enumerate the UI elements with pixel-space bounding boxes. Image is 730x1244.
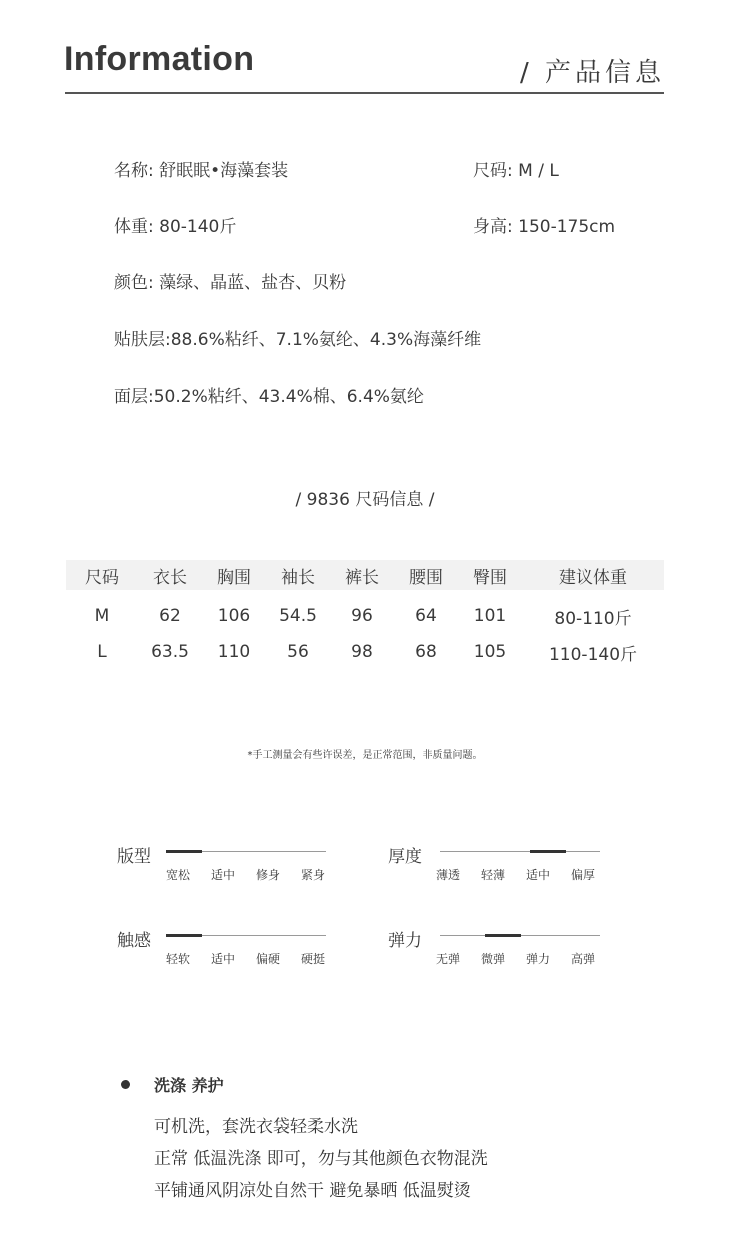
scale-options-elasticity <box>436 950 616 967</box>
scale-option: 高弹 <box>571 952 596 966</box>
table-cell: 110-140斤 <box>548 644 638 665</box>
scale-options-thickness <box>436 866 616 883</box>
care-title: 洗涤 养护 <box>154 1076 224 1095</box>
scale-marker-elasticity <box>485 934 521 937</box>
scale-option: 薄透 <box>436 868 461 882</box>
page-subtitle: / 产品信息 <box>520 58 666 88</box>
scale-track-thickness <box>440 851 600 852</box>
scale-option: 弹力 <box>526 952 551 966</box>
scale-label-fit: 版型 <box>117 847 151 867</box>
scale-option: 硬挺 <box>301 952 326 966</box>
scale-marker-touch <box>166 934 202 937</box>
table-cell: 63.5 <box>151 642 189 662</box>
info-name: 名称: 舒眠眠•海藻套装 <box>114 161 289 181</box>
info-weight: 体重: 80-140斤 <box>114 217 237 237</box>
col-header: 尺码 <box>66 560 138 590</box>
size-table-title: / 9836 尺码信息 / <box>295 490 435 510</box>
scale-option: 偏硬 <box>256 952 281 966</box>
table-cell: 106 <box>217 606 251 626</box>
table-cell: 101 <box>473 606 507 626</box>
care-line: 可机洗，套洗衣袋轻柔水洗 <box>154 1117 358 1137</box>
table-cell: 98 <box>351 642 373 662</box>
scale-option: 宽松 <box>166 868 191 882</box>
scale-option: 紧身 <box>301 868 326 882</box>
scale-label-elasticity: 弹力 <box>388 931 422 951</box>
col-header: 衣长 <box>138 560 202 590</box>
table-cell: 68 <box>415 642 437 662</box>
table-cell: 54.5 <box>279 606 317 626</box>
info-size: 尺码: M / L <box>473 161 559 181</box>
info-colors: 颜色: 藻绿、晶蓝、盐杏、贝粉 <box>114 273 347 293</box>
scale-option: 适中 <box>211 868 236 882</box>
table-cell: 64 <box>415 606 437 626</box>
table-cell: 105 <box>473 642 507 662</box>
size-table-header-row <box>66 560 664 590</box>
scale-option: 轻薄 <box>481 868 506 882</box>
size-table <box>66 560 664 670</box>
scale-option: 适中 <box>526 868 551 882</box>
table-cell: 80-110斤 <box>554 608 632 629</box>
scale-options-fit <box>166 866 346 883</box>
scale-option: 无弹 <box>436 952 461 966</box>
header-divider <box>65 92 664 94</box>
table-cell: L <box>97 642 107 662</box>
col-header: 胸围 <box>202 560 266 590</box>
scale-option: 轻软 <box>166 952 191 966</box>
table-cell: 110 <box>217 642 251 662</box>
col-header: 袖长 <box>266 560 330 590</box>
table-cell: 96 <box>351 606 373 626</box>
col-header: 腰围 <box>394 560 458 590</box>
table-row <box>66 634 664 670</box>
table-cell: 62 <box>159 606 181 626</box>
table-cell: M <box>94 606 110 626</box>
scale-marker-fit <box>166 850 202 853</box>
table-row <box>66 590 664 634</box>
info-outer-layer: 面层:50.2%粘纤、43.4%棉、6.4%氨纶 <box>114 387 424 407</box>
bullet-icon <box>121 1080 130 1089</box>
scale-label-touch: 触感 <box>117 931 151 951</box>
scale-option: 修身 <box>256 868 281 882</box>
scale-option: 适中 <box>211 952 236 966</box>
table-cell: 56 <box>287 642 309 662</box>
page-title: Information <box>64 40 255 78</box>
care-line: 正常 低温洗涤 即可，勿与其他颜色衣物混洗 <box>154 1149 488 1169</box>
col-header: 臀围 <box>458 560 522 590</box>
col-header: 裤长 <box>330 560 394 590</box>
measurement-note: *手工测量会有些许误差，是正常范围，非质量问题。 <box>247 750 483 761</box>
info-skin-layer: 贴肤层:88.6%粘纤、7.1%氨纶、4.3%海藻纤维 <box>114 330 482 350</box>
col-header: 建议体重 <box>522 560 664 590</box>
info-height: 身高: 150-175cm <box>473 217 616 237</box>
scale-option: 微弹 <box>481 952 506 966</box>
scale-marker-thickness <box>530 850 566 853</box>
scale-option: 偏厚 <box>571 868 596 882</box>
care-line: 平铺通风阴凉处自然干 避免暴晒 低温熨烫 <box>154 1181 471 1201</box>
scale-options-touch <box>166 950 346 967</box>
scale-label-thickness: 厚度 <box>388 847 422 867</box>
